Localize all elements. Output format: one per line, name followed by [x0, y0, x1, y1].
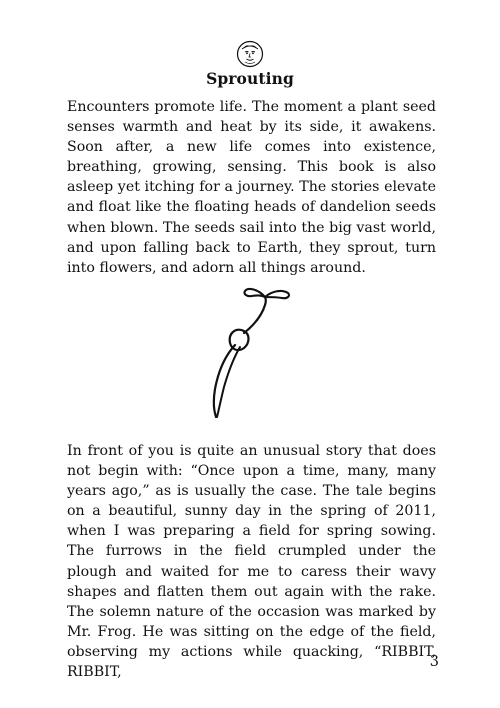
- chapter-title: Sprouting: [206, 69, 294, 88]
- paragraph: In front of you is quite an unusual story that does not begin with: “Once upon a time, many, many years ago,” as is usually the case. The tale begins on a beautiful, sunny day in the spring of 2011, when I was preparing a field for spring sowing. The furrows in the field crumpled under the plough and waited for me to caress their wavy shapes and flatten them out again with the rake. The solemn nature of the occasion was marked by Mr. Frog. He was sitting on the edge of the field, observing my actions while quacking, “RIBBIT, RIBBIT,: [67, 443, 436, 681]
- face-emblem-icon: [236, 40, 264, 68]
- sprout-illustration-icon: [202, 275, 298, 425]
- page-number: 3: [429, 654, 439, 670]
- paragraph: Encounters promote life. The moment a plant seed senses warmth and heat by its side, it awakens. Soon after, a new life comes into existence, breathing, growing, sensing. This book is also asleep yet itching for a journey. The stories elevate and float like the floating heads of dandelion seeds when blown. The seeds sail into the big vast world, and upon falling back to Earth, they sprout, turn into flowers, and adorn all things around.: [67, 99, 436, 276]
